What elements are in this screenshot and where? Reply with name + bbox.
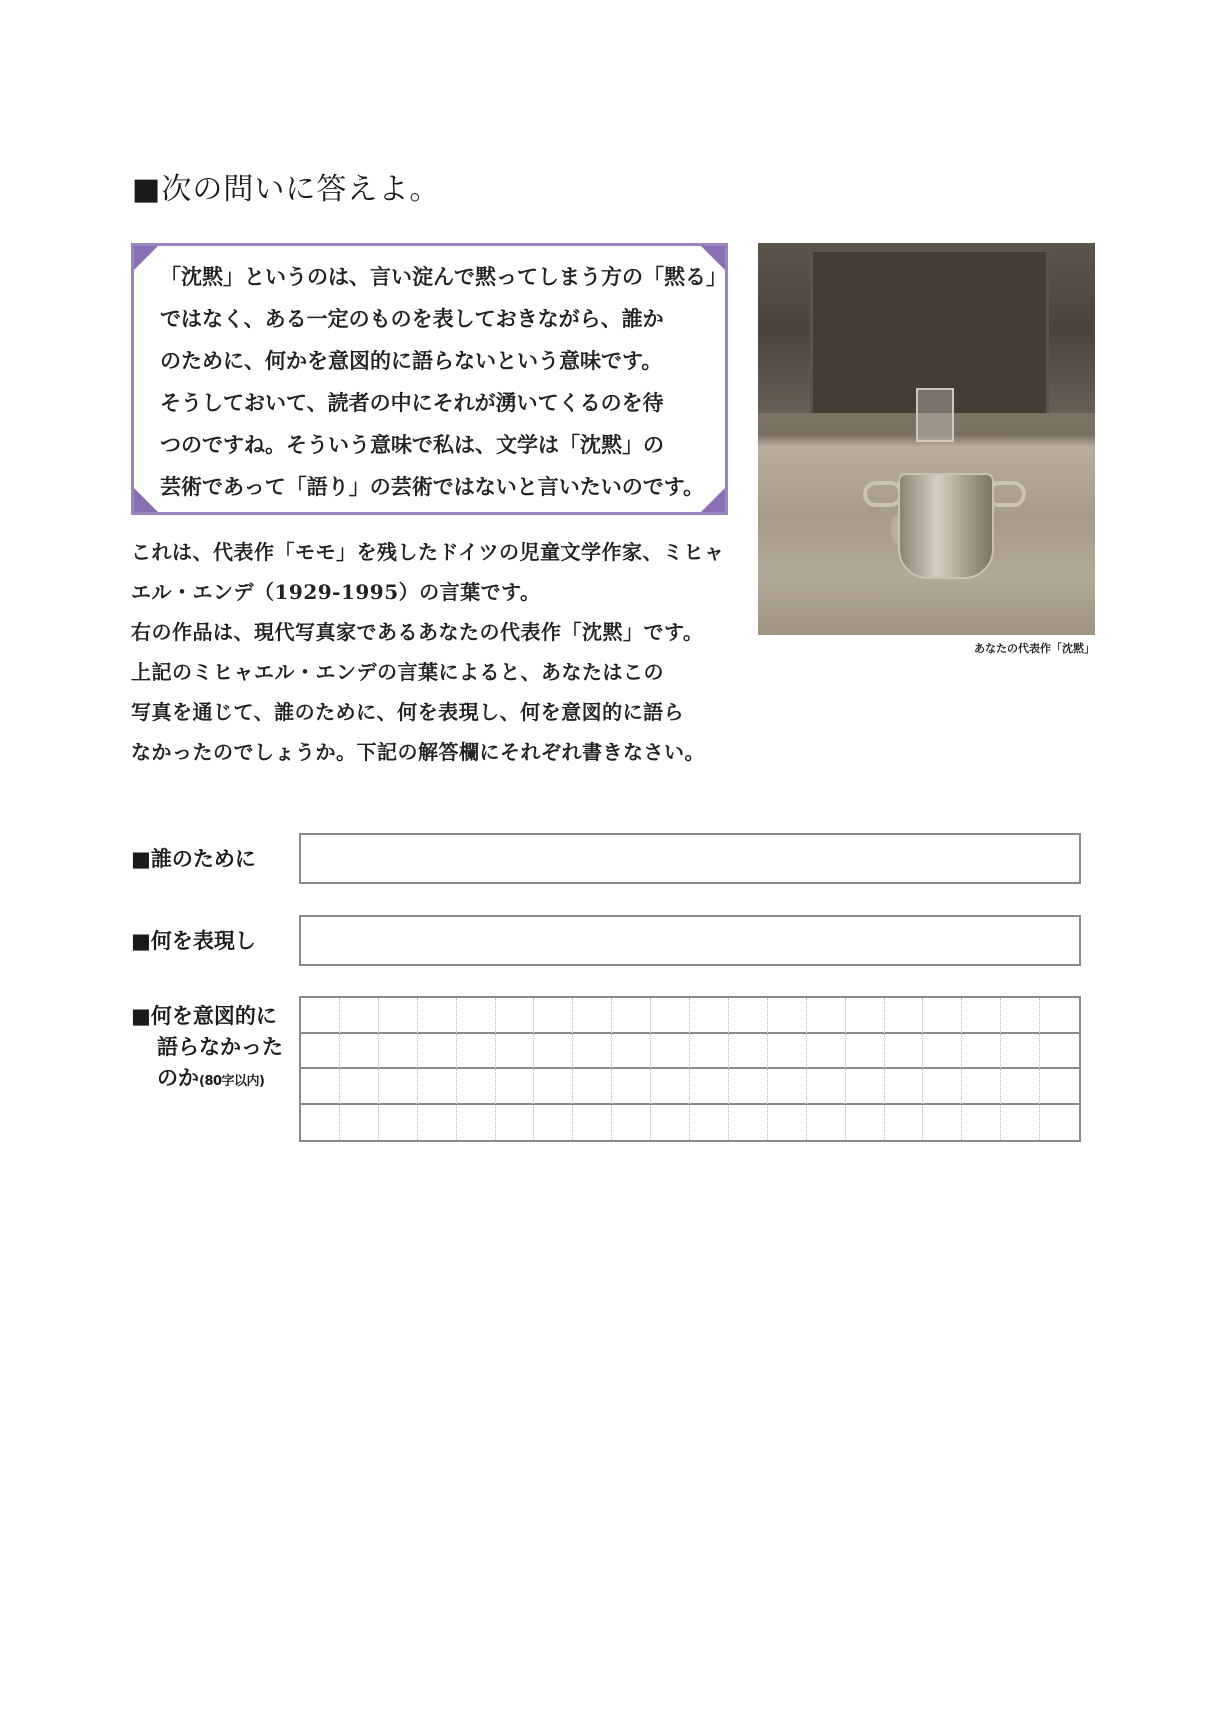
quote-box <box>131 243 728 515</box>
photo-vase <box>916 388 954 442</box>
grid-cell[interactable] <box>379 1105 418 1141</box>
grid-cell[interactable] <box>573 1105 612 1141</box>
grid-cell[interactable] <box>690 1069 729 1105</box>
grid-cell[interactable] <box>418 1069 457 1105</box>
grid-cell[interactable] <box>923 1034 962 1070</box>
grid-cell[interactable] <box>651 1069 690 1105</box>
square-marker-icon: ■ <box>132 172 162 207</box>
grid-cell[interactable] <box>1001 998 1040 1034</box>
grid-cell[interactable] <box>690 998 729 1034</box>
grid-cell[interactable] <box>418 998 457 1034</box>
grid-cell[interactable] <box>768 1034 807 1070</box>
grid-cell[interactable] <box>885 1105 924 1141</box>
quote-line: ではなく、ある一定のものを表しておきながら、誰か <box>160 307 664 331</box>
grid-cell[interactable] <box>340 1034 379 1070</box>
answer-label-what-unsaid: ■何を意図的に 語らなかった のか(80字以内) <box>131 1004 283 1090</box>
grid-cell[interactable] <box>729 1069 768 1105</box>
grid-cell[interactable] <box>885 1069 924 1105</box>
grid-cell[interactable] <box>612 998 651 1034</box>
grid-cell[interactable] <box>573 998 612 1034</box>
grid-cell[interactable] <box>1001 1069 1040 1105</box>
grid-cell[interactable] <box>885 1034 924 1070</box>
grid-cell[interactable] <box>962 1034 1001 1070</box>
grid-cell[interactable] <box>807 1105 846 1141</box>
grid-cell[interactable] <box>923 1069 962 1105</box>
grid-cell[interactable] <box>846 1105 885 1141</box>
grid-cell[interactable] <box>923 1105 962 1141</box>
grid-cell[interactable] <box>496 1105 535 1141</box>
grid-cell[interactable] <box>690 1034 729 1070</box>
grid-cell[interactable] <box>807 998 846 1034</box>
answer-label-what-expressed: ■何を表現し <box>131 929 256 953</box>
grid-cell[interactable] <box>534 1105 573 1141</box>
grid-cell[interactable] <box>807 1034 846 1070</box>
grid-cell[interactable] <box>496 1034 535 1070</box>
grid-cell[interactable] <box>418 1105 457 1141</box>
photo-pot-handle <box>863 481 903 507</box>
grid-cell[interactable] <box>885 998 924 1034</box>
grid-cell[interactable] <box>729 1105 768 1141</box>
quote-line: 芸術であって「語り」の芸術ではないと言いたいのです。 <box>160 475 705 499</box>
photo-sugar-pot <box>898 473 994 579</box>
grid-cell[interactable] <box>846 998 885 1034</box>
grid-cell[interactable] <box>301 1069 340 1105</box>
square-marker-icon: ■ <box>131 847 151 871</box>
title-text: 次の問いに答えよ。 <box>161 172 441 207</box>
answer-field-for-whom[interactable] <box>299 833 1081 884</box>
grid-cell[interactable] <box>923 998 962 1034</box>
grid-cell[interactable] <box>496 1069 535 1105</box>
photo-caption: あなたの代表作「沈黙」 <box>974 642 1095 655</box>
grid-cell[interactable] <box>379 998 418 1034</box>
grid-cell[interactable] <box>846 1034 885 1070</box>
grid-cell[interactable] <box>1040 1034 1079 1070</box>
grid-cell[interactable] <box>301 1034 340 1070</box>
grid-cell[interactable] <box>846 1069 885 1105</box>
grid-cell[interactable] <box>729 1034 768 1070</box>
artwork-photo <box>758 243 1095 635</box>
grid-cell[interactable] <box>962 998 1001 1034</box>
grid-cell[interactable] <box>1001 1034 1040 1070</box>
paragraph-line: 右の作品は、現代写真家であるあなたの代表作「沈黙」です。 <box>131 620 704 644</box>
question-paragraph <box>131 532 725 772</box>
grid-cell[interactable] <box>768 1105 807 1141</box>
page-title <box>132 170 440 210</box>
answer-grid-what-unsaid[interactable] <box>299 996 1081 1142</box>
grid-cell[interactable] <box>534 998 573 1034</box>
grid-cell[interactable] <box>379 1069 418 1105</box>
grid-cell[interactable] <box>962 1069 1001 1105</box>
grid-cell[interactable] <box>340 1105 379 1141</box>
grid-cell[interactable] <box>612 1069 651 1105</box>
grid-cell[interactable] <box>1040 1069 1079 1105</box>
grid-cell[interactable] <box>379 1034 418 1070</box>
paragraph-line: なかったのでしょうか。下記の解答欄にそれぞれ書きなさい。 <box>131 740 705 764</box>
grid-cell[interactable] <box>573 1069 612 1105</box>
quote-line: のために、何かを意図的に語らないという意味です。 <box>160 349 663 373</box>
quote-line: 「沈黙」というのは、言い淀んで黙ってしまう方の「黙る」 <box>160 265 727 289</box>
corner-triangle-icon <box>134 246 158 270</box>
grid-cell[interactable] <box>457 1034 496 1070</box>
grid-cell[interactable] <box>612 1105 651 1141</box>
paragraph-line: 上記のミヒャエル・エンデの言葉によると、あなたはこの <box>131 660 664 684</box>
grid-cell[interactable] <box>301 1105 340 1141</box>
grid-cell[interactable] <box>962 1105 1001 1141</box>
square-marker-icon: ■ <box>131 1004 151 1028</box>
grid-cell[interactable] <box>534 1069 573 1105</box>
grid-cell[interactable] <box>1040 1105 1079 1141</box>
grid-cell[interactable] <box>301 998 340 1034</box>
grid-cell[interactable] <box>457 998 496 1034</box>
paragraph-line: 写真を通じて、誰のために、何を表現し、何を意図的に語ら <box>131 700 685 724</box>
grid-cell[interactable] <box>729 998 768 1034</box>
grid-cell[interactable] <box>690 1105 729 1141</box>
grid-cell[interactable] <box>1001 1105 1040 1141</box>
grid-cell[interactable] <box>1040 998 1079 1034</box>
grid-cell[interactable] <box>457 1069 496 1105</box>
answer-field-what-expressed[interactable] <box>299 915 1081 966</box>
grid-cell[interactable] <box>573 1034 612 1070</box>
quote-line: そうしておいて、読者の中にそれが湧いてくるのを待 <box>160 391 664 415</box>
grid-cell[interactable] <box>612 1034 651 1070</box>
grid-cell[interactable] <box>651 1034 690 1070</box>
paragraph-line: エル・エンデ（1929-1995）の言葉です。 <box>131 580 541 604</box>
grid-cell[interactable] <box>651 998 690 1034</box>
grid-cell[interactable] <box>807 1069 846 1105</box>
grid-cell[interactable] <box>418 1034 457 1070</box>
corner-triangle-icon <box>134 488 158 512</box>
quote-line: つのですね。そういう意味で私は、文学は「沈黙」の <box>160 433 664 457</box>
square-marker-icon: ■ <box>131 929 151 953</box>
grid-cell[interactable] <box>768 1069 807 1105</box>
answer-label-for-whom: ■誰のために <box>131 847 256 871</box>
grid-cell[interactable] <box>340 998 379 1034</box>
quote-text <box>160 256 727 508</box>
grid-cell[interactable] <box>340 1069 379 1105</box>
grid-cell[interactable] <box>496 998 535 1034</box>
paragraph-line: これは、代表作「モモ」を残したドイツの児童文学作家、ミヒャ <box>131 540 725 564</box>
grid-cell[interactable] <box>768 998 807 1034</box>
char-limit-note: (80字以内) <box>199 1074 265 1089</box>
grid-cell[interactable] <box>534 1034 573 1070</box>
grid-cell[interactable] <box>457 1105 496 1141</box>
grid-cell[interactable] <box>651 1105 690 1141</box>
